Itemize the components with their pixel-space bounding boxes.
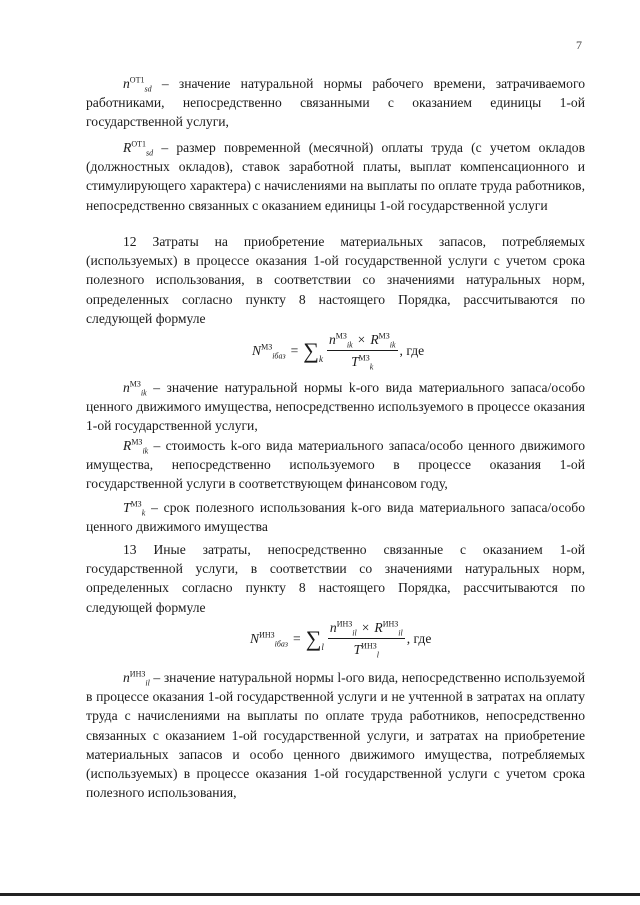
- formula-lhs: $N^{ИНЗ}_{iбаз}$: [250, 630, 289, 649]
- numerator: $n^{ИНЗ}_{il} \times R^{ИНЗ}_{il}$: [329, 619, 403, 638]
- definition-text: – значение натуральной нормы l-ого вида, непосредственно используемой в процессе оказания 1-ой государственной услуги и не учтенной в затратах на оплату труда с начислениями на выплаты по оплате труда работников, непосредственно связанных с оказанием 1-ой государственной услуги, и затратах на приобретение материальных запасов и особо ценного движимого имущества, потребляемых (используемых) в процессе оказания 1-ой государственной услуги с учетом срока полезного использования,: [86, 670, 585, 801]
- item-12-text: 12 Затраты на приобретение материальных запасов, потребляемых (используемых) в процессе оказания 1-ой государственной услуги с учетом срока полезного использования, в соответствии со значениями натуральных норм, определенных согласно пункту 8 настоящего Порядка, рассчитываются по следующей формуле: [86, 234, 585, 326]
- definition-text: – размер повременной (месячной) оплаты труда (с учетом окладов (должностных окладов), ставок заработной платы, выплат компенсационного и стимулирующего характера) с начислениями на выплаты по оплате труда работников, непосредственно связанных с оказанием единицы 1-ой государственной услуги: [86, 140, 585, 213]
- item-13-text: 13 Иные затраты, непосредственно связанные с оказанием 1-ой государственной услуги, в соответствии со значениями натуральных норм, определенных согласно пункту 8 настоящего Порядка, рассчитываются по следующей формуле: [86, 542, 585, 615]
- definition-n-ot1: [86, 74, 585, 132]
- page-number: 7: [576, 38, 582, 52]
- symbol-r-ot1: $R^{ОТ1}_{sd}$: [123, 139, 154, 158]
- sum-index: l: [321, 642, 324, 653]
- sum-index: k: [318, 354, 323, 365]
- definition-text: – срок полезного использования k-ого вида материального запаса/особо ценного движимого имущества: [86, 500, 585, 535]
- definition-text: – значение натуральной нормы k-ого вида материального запаса/особо ценного движимого имущества, непосредственно используемого в процессе оказания 1-ой государственной услуги,: [86, 380, 585, 434]
- equals-sign: =: [290, 343, 299, 359]
- definition-r-mz: [86, 436, 585, 494]
- equals-sign: =: [293, 631, 301, 647]
- sum-sign: ∑: [305, 625, 322, 651]
- formula-lhs: $N^{МЗ}_{iбаз}$: [252, 342, 286, 361]
- denominator: $T^{ИНЗ}_l$: [353, 641, 379, 660]
- symbol-n-ot1: $n^{ОТ1}_{sd}$: [123, 75, 152, 94]
- fraction: [328, 618, 405, 659]
- sum-sign: ∑: [303, 337, 319, 363]
- definition-t-mz: [86, 498, 585, 536]
- definition-text: – стоимость k-ого вида материального запаса/особо ценного движимого имущества, непосредственно используемого в процессе оказания 1-ой государственной услуги в соответствующем финансовом году,: [86, 438, 585, 492]
- definition-n-mz: [86, 378, 585, 436]
- symbol-r-mz: $R^{МЗ}_{ik}$: [123, 437, 149, 456]
- denominator: $T^{МЗ}_k$: [351, 353, 374, 372]
- symbol-t-mz: $T^{МЗ}_k$: [123, 499, 146, 518]
- formula-mz: [252, 330, 424, 371]
- definition-n-inz: [86, 668, 585, 802]
- fraction: [327, 330, 398, 371]
- formula-suffix: , где: [406, 631, 432, 647]
- symbol-n-mz: $n^{МЗ}_{ik}$: [123, 379, 147, 398]
- bottom-scan-rule: [0, 893, 640, 896]
- formula-suffix: , где: [399, 343, 425, 359]
- definition-text: – значение натуральной нормы рабочего времени, затрачиваемого работниками, непосредственно связанными с оказанием единицы 1-ой государственной услуги,: [86, 76, 585, 130]
- symbol-n-inz: $n^{ИНЗ}_{il}$: [123, 669, 150, 688]
- formula-inz: [250, 618, 431, 659]
- numerator: $n^{МЗ}_{ik} \times R^{МЗ}_{ik}$: [328, 331, 396, 350]
- definition-r-ot1: [86, 138, 585, 215]
